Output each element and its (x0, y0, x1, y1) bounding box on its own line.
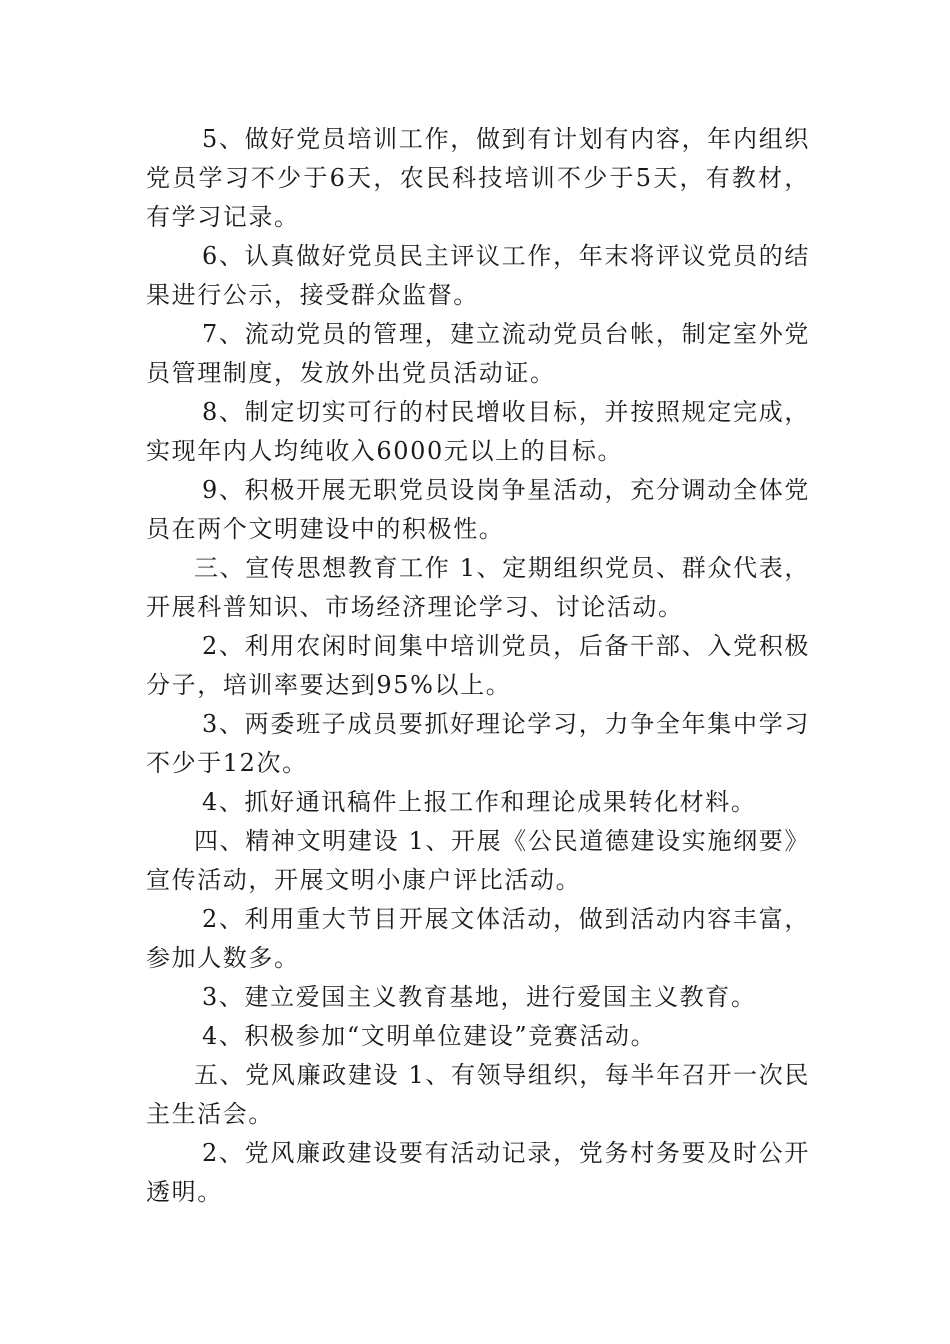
section-five-item-2: 2、党风廉政建设要有活动记录，党务村务要及时公开透明。 (146, 1139, 810, 1206)
section-four-item-3: 3、建立爱国主义教育基地，进行爱国主义教育。 (202, 983, 757, 1011)
section-three-item-4: 4、抓好通讯稿件上报工作和理论成果转化材料。 (202, 788, 757, 816)
section-five-heading-paragraph: 五、党风廉政建设 1、有领导组织，每半年召开一次民主生活会。 (146, 1061, 810, 1128)
paragraph-item-7: 7、流动党员的管理，建立流动党员台帐，制定室外党员管理制度，发放外出党员活动证。 (146, 320, 810, 387)
paragraph-item-8: 8、制定切实可行的村民增收目标，并按照规定完成，实现年内人均纯收入6000元以上的目标。 (146, 398, 810, 465)
section-four-item-4: 4、积极参加“文明单位建设”竞赛活动。 (202, 1022, 657, 1050)
paragraph-item-5: 5、做好党员培训工作，做到有计划有内容，年内组织党员学习不少于6天，农民科技培训不少于5天，有教材，有学习记录。 (146, 125, 810, 231)
paragraph-item-6: 6、认真做好党员民主评议工作，年末将评议党员的结果进行公示，接受群众监督。 (146, 242, 810, 309)
document-body (146, 120, 810, 1212)
paragraph-item-9: 9、积极开展无职党员设岗争星活动，充分调动全体党员在两个文明建设中的积极性。 (146, 476, 810, 543)
section-four-item-2: 2、利用重大节目开展文体活动，做到活动内容丰富，参加人数多。 (146, 905, 810, 972)
section-three-item-2: 2、利用农闲时间集中培训党员，后备干部、入党积极分子，培训率要达到95%以上。 (146, 632, 810, 699)
section-three-item-3: 3、两委班子成员要抓好理论学习，力争全年集中学习不少于12次。 (146, 710, 810, 777)
section-three-heading-paragraph: 三、宣传思想教育工作 1、定期组织党员、群众代表，开展科普知识、市场经济理论学习、讨论活动。 (146, 554, 810, 621)
section-four-heading-paragraph: 四、精神文明建设 1、开展《公民道德建设实施纲要》宣传活动，开展文明小康户评比活动。 (146, 827, 810, 894)
